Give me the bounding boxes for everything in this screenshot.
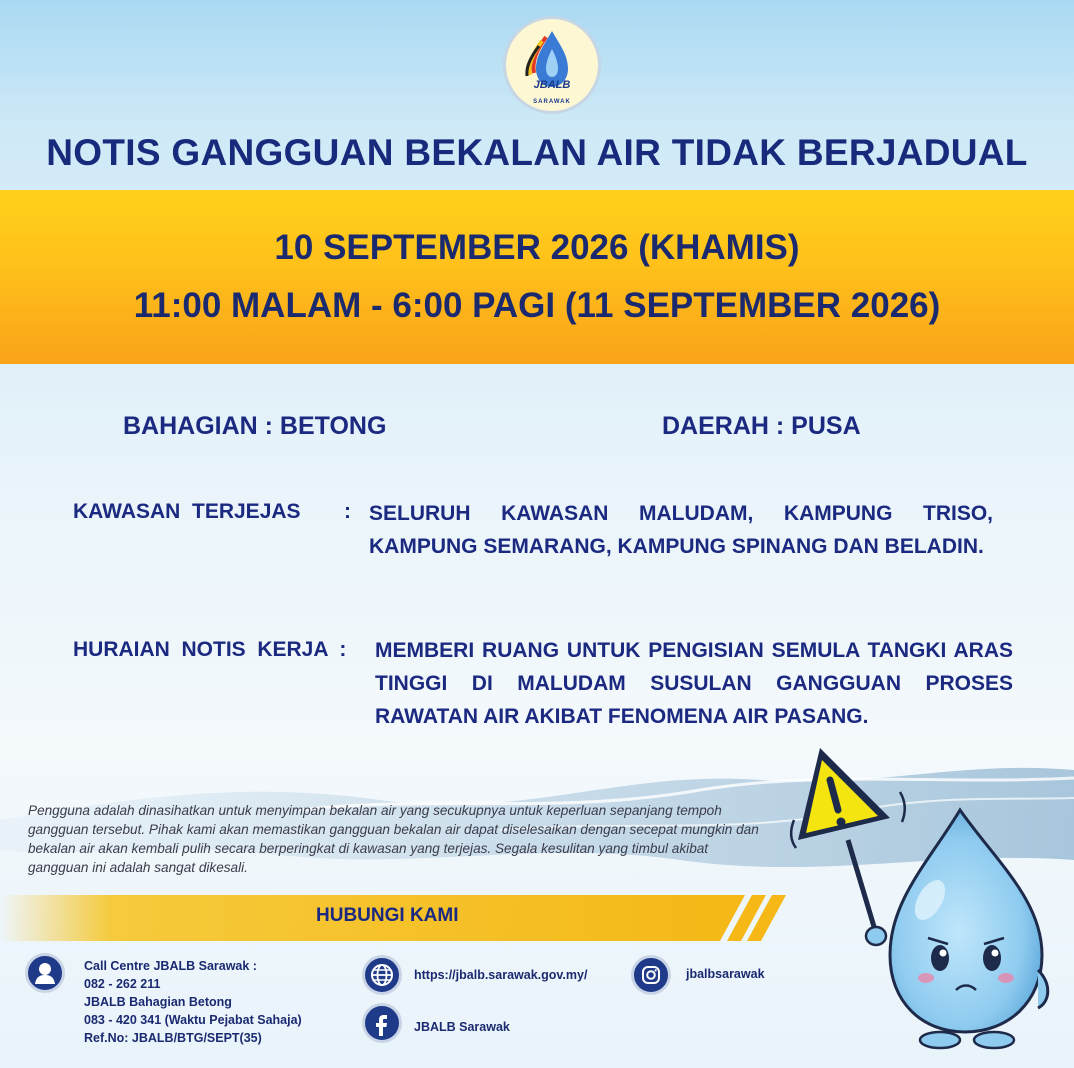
reference-number: Ref.No: JBALB/BTG/SEPT(35)	[84, 1031, 262, 1045]
time-line: 11:00 MALAM - 6:00 PAGI (11 SEPTEMBER 2026)	[133, 286, 941, 325]
person-icon	[25, 953, 65, 993]
kawasan-label: KAWASAN TERJEJAS	[73, 500, 301, 523]
water-drop-mascot	[780, 740, 1074, 1068]
daerah-text: DAERAH : PUSA	[662, 412, 861, 440]
date-time-band	[0, 190, 1074, 364]
bahagian-text: BAHAGIAN : BETONG	[123, 412, 387, 440]
facebook-icon	[362, 1003, 402, 1043]
huraian-value: MEMBERI RUANG UNTUK PENGISIAN SEMULA TANGKI ARAS TINGGI DI MALUDAM SUSULAN GANGGUAN PROSES RAWATAN AIR AKIBAT FENOMENA AIR PASANG.	[375, 639, 1013, 728]
date-line: 10 SEPTEMBER 2026 (KHAMIS)	[274, 228, 800, 267]
jbalb-logo	[503, 16, 601, 114]
call-centre-block	[84, 957, 302, 1047]
kawasan-value: SELURUH KAWASAN MALUDAM, KAMPUNG TRISO, KAMPUNG SEMARANG, KAMPUNG SPINANG DAN BELADIN.	[369, 502, 993, 558]
instagram-icon	[631, 955, 671, 995]
advisory-note: Pengguna adalah dinasihatkan untuk menyimpan bekalan air yang secukupnya untuk keperluan sepanjang tempoh gangguan tersebut. Pihak kami akan memastikan gangguan bekalan air dapat diselesaikan dengan secepat mungkin dan bekalan air akan kembali pulih secara berperingkat di kawasan yang terjejas. Segala kesulitan yang timbul akibat gangguan ini adalah sangat dikesali.	[28, 803, 759, 875]
contact-heading: HUBUNGI KAMI	[316, 905, 459, 926]
logo-text: JBALB	[533, 79, 571, 91]
branch-label: JBALB Bahagian Betong	[84, 995, 232, 1009]
logo-subtext: SARAWAK	[533, 99, 571, 105]
website-link[interactable]: https://jbalb.sarawak.gov.my/	[414, 968, 588, 982]
kawasan-colon: :	[344, 500, 351, 523]
globe-icon	[362, 955, 402, 995]
facebook-link[interactable]: JBALB Sarawak	[414, 1020, 510, 1034]
call-centre-phone[interactable]: 082 - 262 211	[84, 977, 161, 991]
huraian-label: HURAIAN NOTIS KERJA :	[73, 638, 347, 661]
warning-sign-icon	[798, 748, 890, 840]
instagram-link[interactable]: jbalbsarawak	[686, 967, 765, 981]
notice-title: NOTIS GANGGUAN BEKALAN AIR TIDAK BERJADUAL	[46, 132, 1028, 173]
branch-phone[interactable]: 083 - 420 341 (Waktu Pejabat Sahaja)	[84, 1013, 302, 1027]
call-centre-label: Call Centre JBALB Sarawak :	[84, 959, 257, 973]
